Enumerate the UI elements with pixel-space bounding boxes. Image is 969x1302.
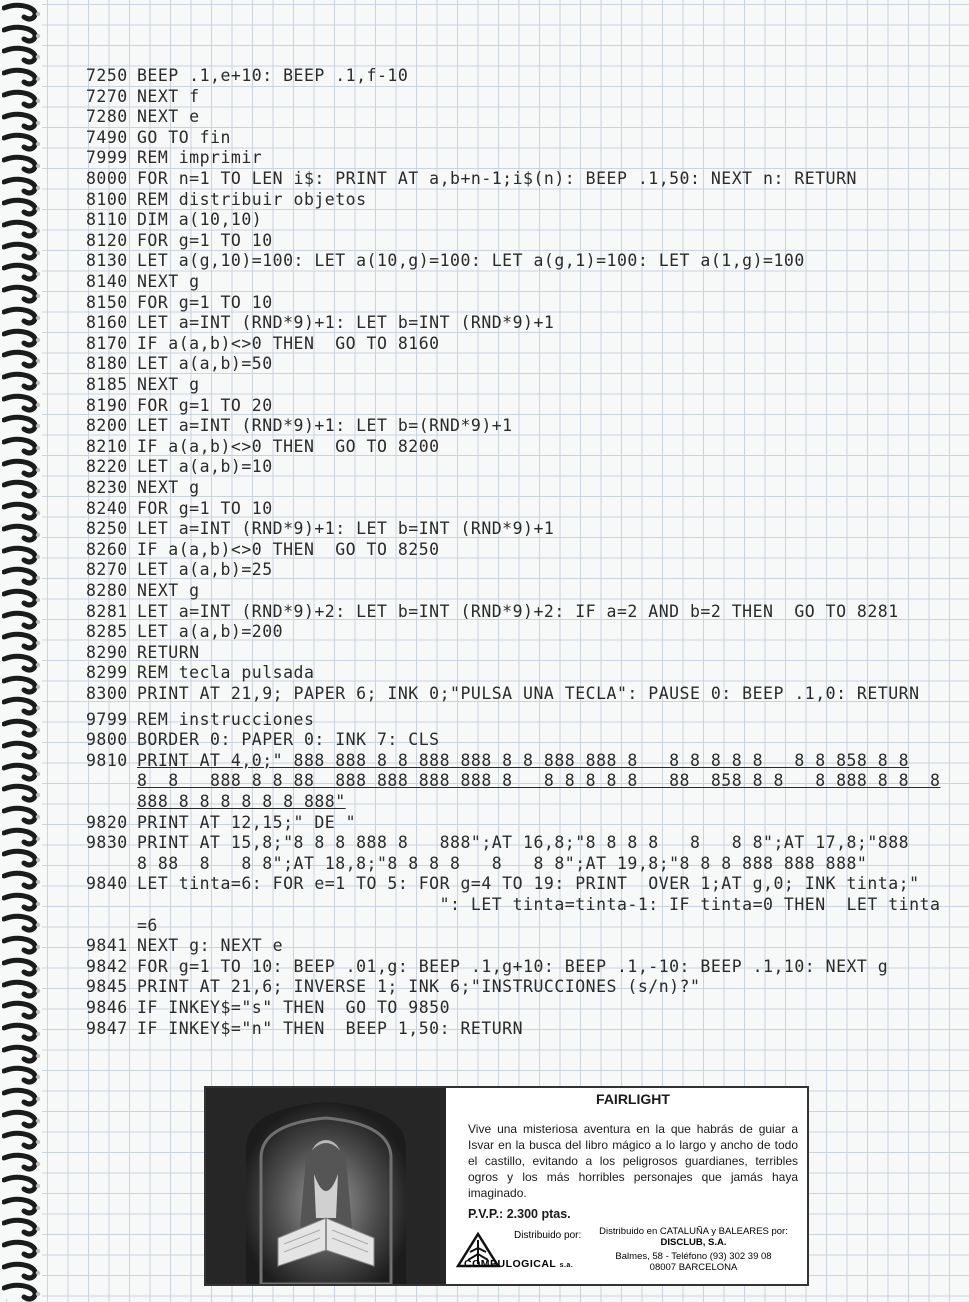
line-code: REM instrucciones: [137, 709, 315, 729]
spiral-coil: [2, 848, 42, 868]
code-line: [86, 936, 283, 956]
code-line: [86, 730, 440, 750]
code-line: [86, 148, 262, 168]
spiral-coil: [2, 371, 42, 391]
code-line: [86, 957, 888, 977]
spiral-coil: [2, 349, 42, 369]
line-code: IF INKEY$="s" THEN GO TO 9850: [137, 998, 451, 1017]
code-line: [86, 87, 200, 107]
line-number: 9800: [86, 730, 128, 750]
spiral-coil: [2, 501, 42, 521]
code-line: [86, 792, 346, 812]
spiral-coil: [2, 197, 42, 217]
spiral-coil: [2, 436, 42, 456]
spiral-coil: [2, 1000, 42, 1020]
spiral-coil: [2, 892, 42, 912]
distributor-address: Balmes, 58 - Teléfono (93) 302 39 08: [615, 1251, 772, 1262]
line-code: REM distribuir objetos: [137, 189, 367, 209]
line-code: FOR n=1 TO LEN i$: PRINT AT a,b+n-1;i$(n): BEEP .1,50: NEXT n: RETURN: [137, 169, 857, 188]
code-line: [86, 416, 513, 436]
line-number: 9840: [86, 874, 128, 894]
code-line: [86, 293, 273, 313]
code-line: [86, 684, 920, 704]
fairlight-advertisement: [204, 1086, 809, 1286]
line-code: PRINT AT 21,6; INVERSE 1; INK 6;"INSTRUCCIONES (s/n)?": [137, 977, 701, 997]
code-line: [86, 375, 200, 395]
line-code: PRINT AT 12,15;" DE ": [137, 812, 357, 832]
code-line: [86, 334, 440, 354]
line-number: 8220: [86, 457, 128, 477]
code-line: [86, 437, 440, 457]
code-line: [86, 977, 700, 997]
line-number: 8281: [86, 601, 128, 621]
line-number: 8300: [86, 684, 128, 703]
line-code: GO TO fin: [137, 127, 231, 147]
spiral-coil: [2, 1174, 42, 1194]
line-code: NEXT g: NEXT e: [137, 936, 284, 956]
code-line: [86, 813, 356, 833]
ad-price: P.V.P.: 2.300 ptas.: [468, 1207, 571, 1221]
line-number: 8230: [86, 478, 128, 497]
spiral-coil: [2, 393, 42, 413]
line-code: 8 88 8 8 8";AT 18,8;"8 8 8 8 8 8 8";AT 19,8;"8 8 8 888 888 888": [137, 853, 868, 873]
spiral-coil: [2, 1152, 42, 1172]
line-code: 8 8 888 8 8 88 888 888 888 888 8 8 8 8 8 8 88 858 8 8 8 888 8 8 8: [137, 771, 941, 791]
spiral-coil: [2, 696, 42, 716]
line-code: NEXT g: [137, 272, 200, 291]
line-number: 8110: [86, 210, 128, 230]
spiral-coil: [2, 241, 42, 261]
line-code: NEXT g: [137, 375, 200, 394]
wizard-reading-book-illustration: [206, 1088, 446, 1284]
line-code: REM imprimir: [137, 148, 263, 168]
spiral-coil: [2, 262, 42, 282]
line-number: 8200: [86, 416, 128, 436]
code-line: [86, 190, 367, 210]
spiral-coil: [2, 1065, 42, 1085]
line-code: IF a(a,b)<>0 THEN GO TO 8160: [137, 333, 440, 353]
code-line: [86, 457, 273, 477]
code-line: [86, 66, 408, 86]
distributor-name: DISCLUB, S.A.: [660, 1237, 727, 1248]
line-code: PRINT AT 21,9; PAPER 6; INK 0;"PULSA UNA TECLA": PAUSE 0: BEEP .1,0: RETURN: [137, 684, 920, 703]
line-code: IF a(a,b)<>0 THEN GO TO 8200: [137, 436, 440, 456]
line-number: 8130: [86, 251, 128, 271]
code-line: [86, 895, 940, 915]
spiral-coil: [2, 1022, 42, 1042]
code-line: [86, 128, 231, 148]
ad-distribution: [454, 1218, 804, 1280]
line-code: NEXT e: [137, 107, 200, 127]
line-code: LET a=INT (RND*9)+2: LET b=INT (RND*9)+2: IF a=2 AND b=2 THEN GO TO 8281: [137, 601, 899, 621]
line-code: LET a=INT (RND*9)+1: LET b=INT (RND*9)+1: [137, 519, 555, 539]
code-line: [86, 354, 273, 374]
line-number: 8299: [86, 663, 128, 683]
spiral-coil: [2, 1044, 42, 1064]
line-number: 7250: [86, 66, 128, 85]
line-code: PRINT AT 4,0;" 888 888 8 8 888 888 8 8 888 888 8 8 8 8 8 8 8 8 858 8 8: [137, 750, 910, 770]
line-code: LET a(a,b)=200: [137, 622, 284, 642]
spiral-coil: [2, 1239, 42, 1259]
spiral-coil: [2, 653, 42, 673]
line-number: 7270: [86, 86, 128, 106]
spiral-coil: [2, 219, 42, 239]
code-line: [86, 272, 200, 292]
code-line: [86, 396, 273, 416]
spiral-coil: [2, 740, 42, 760]
line-code: REM tecla pulsada: [137, 663, 315, 683]
spiral-coil: [2, 588, 42, 608]
code-line: [86, 540, 440, 560]
spiral-coil: [2, 631, 42, 651]
line-code: NEXT g: [137, 478, 200, 497]
line-code: LET a=INT (RND*9)+1: LET b=(RND*9)+1: [137, 416, 513, 436]
code-line: [86, 107, 200, 127]
line-code: PRINT AT 15,8;"8 8 8 888 8 888";AT 16,8;"8 8 8 8 8 8 8";AT 17,8;"888: [137, 833, 910, 853]
line-number: 8250: [86, 519, 128, 539]
spiral-coil: [2, 111, 42, 131]
spiral-coil: [2, 827, 42, 847]
code-line: [86, 251, 805, 271]
line-number: 7490: [86, 127, 128, 147]
line-number: 7280: [86, 107, 128, 127]
compulogical-brand: COMPULOGICAL: [464, 1258, 557, 1270]
line-code: NEXT f: [137, 86, 200, 106]
code-line: [86, 710, 314, 730]
spiral-coil: [2, 1282, 42, 1302]
line-number: 8285: [86, 622, 128, 642]
line-number: 8000: [86, 169, 128, 188]
line-number: 8140: [86, 272, 128, 291]
code-line: [86, 1019, 523, 1039]
distributor-city: 08007 BARCELONA: [649, 1262, 738, 1273]
spiral-coil: [2, 132, 42, 152]
code-line: [86, 231, 273, 251]
code-line: [86, 643, 200, 663]
line-number: 9799: [86, 709, 128, 729]
line-number: 8290: [86, 642, 128, 662]
spiral-coil: [2, 935, 42, 955]
line-number: 8210: [86, 436, 128, 456]
spiral-coil: [2, 566, 42, 586]
spiral-coil: [2, 545, 42, 565]
line-code: DIM a(10,10): [137, 210, 263, 230]
spiral-coil: [2, 154, 42, 174]
line-code: LET a=INT (RND*9)+1: LET b=INT (RND*9)+1: [137, 313, 555, 333]
line-code: LET tinta=6: FOR e=1 TO 5: FOR g=4 TO 19: PRINT OVER 1;AT g,0; INK tinta;": [137, 874, 920, 894]
code-line: [86, 771, 940, 791]
spiral-coil: [2, 610, 42, 630]
spiral-coil: [2, 1217, 42, 1237]
line-number: 9847: [86, 1018, 128, 1038]
line-number: 8100: [86, 189, 128, 209]
line-code: FOR g=1 TO 20: [137, 395, 273, 415]
code-line: [86, 478, 200, 498]
line-number: 8160: [86, 313, 128, 333]
code-line: [86, 519, 554, 539]
spiral-coil: [2, 67, 42, 87]
spiral-coil: [2, 675, 42, 695]
ad-title: FAIRLIGHT: [596, 1091, 670, 1107]
spiral-binding: [0, 0, 42, 1299]
line-number: 9841: [86, 936, 128, 956]
line-number: 8270: [86, 560, 128, 580]
code-line: [86, 874, 920, 894]
code-line: [86, 581, 200, 601]
line-code: FOR g=1 TO 10: BEEP .01,g: BEEP .1,g+10: BEEP .1,-10: BEEP .1,10: NEXT g: [137, 956, 889, 976]
code-line: [86, 663, 314, 683]
line-code: NEXT g: [137, 581, 200, 600]
spiral-coil: [2, 328, 42, 348]
spiral-coil: [2, 89, 42, 109]
code-line: [86, 833, 909, 853]
line-code: LET a(a,b)=50: [137, 354, 273, 374]
line-code: LET a(g,10)=100: LET a(10,g)=100: LET a(g,1)=100: LET a(1,g)=100: [137, 251, 805, 271]
code-line: [86, 499, 273, 519]
line-number: 8240: [86, 498, 128, 518]
code-line: [86, 210, 262, 230]
code-line: [86, 916, 158, 936]
line-number: 9842: [86, 956, 128, 976]
line-number: 8280: [86, 581, 128, 600]
spiral-coil: [2, 2, 42, 22]
line-number: 9846: [86, 998, 128, 1017]
spiral-coil: [2, 979, 42, 999]
line-code: 888 8 8 8 8 8 8 888": [137, 792, 346, 811]
spiral-coil: [2, 306, 42, 326]
line-code: IF a(a,b)<>0 THEN GO TO 8250: [137, 539, 440, 559]
line-number: 8150: [86, 292, 128, 312]
line-code: LET a(a,b)=10: [137, 457, 273, 477]
line-code: RETURN: [137, 642, 200, 662]
code-line: [86, 998, 450, 1018]
line-number: 8260: [86, 539, 128, 559]
distributed-by-label: Distribuido por:: [514, 1230, 582, 1241]
line-number: 8120: [86, 230, 128, 250]
spiral-coil: [2, 458, 42, 478]
line-number: 9810: [86, 750, 128, 770]
spiral-coil: [2, 1196, 42, 1216]
code-line: [86, 169, 857, 189]
line-number: 8170: [86, 333, 128, 353]
line-code: ": LET tinta=tinta-1: IF tinta=0 THEN LET tinta: [137, 895, 941, 914]
line-code: IF INKEY$="n" THEN BEEP 1,50: RETURN: [137, 1018, 524, 1038]
spiral-coil: [2, 284, 42, 304]
spiral-coil: [2, 176, 42, 196]
compulogical-brand-suffix: s.a.: [559, 1262, 574, 1269]
distribution-region: Distribuido en CATALUÑA y BALEARES por:: [599, 1226, 788, 1237]
spiral-coil: [2, 414, 42, 434]
spiral-coil: [2, 523, 42, 543]
code-line: [86, 602, 899, 622]
code-line: [86, 560, 273, 580]
line-code: FOR g=1 TO 10: [137, 292, 273, 312]
code-line: [86, 854, 867, 874]
spiral-coil: [2, 957, 42, 977]
spiral-coil: [2, 870, 42, 890]
spiral-coil: [2, 1130, 42, 1150]
spiral-coil: [2, 1109, 42, 1129]
spiral-coil: [2, 783, 42, 803]
spiral-coil: [2, 479, 42, 499]
code-line: [86, 622, 283, 642]
code-line: [86, 751, 909, 771]
ad-description: Vive una misteriosa aventura en la que habrás de guiar a Isvar en la busca del libro mágico a lo largo y ancho de todo el castillo, evitando a los peligrosos guardianes, terribles ogros y los más horribles personajes que jamás haya imaginado.: [468, 1122, 798, 1200]
line-code: BEEP .1,e+10: BEEP .1,f-10: [137, 66, 409, 85]
line-number: 8190: [86, 395, 128, 415]
spiral-coil: [2, 913, 42, 933]
line-code: =6: [137, 915, 158, 935]
spiral-coil: [2, 1087, 42, 1107]
line-code: BORDER 0: PAPER 0: INK 7: CLS: [137, 730, 440, 750]
spiral-coil: [2, 762, 42, 782]
line-number: 9820: [86, 812, 128, 832]
line-number: 7999: [86, 148, 128, 168]
line-number: 8185: [86, 375, 128, 394]
line-code: LET a(a,b)=25: [137, 560, 273, 580]
line-code: FOR g=1 TO 10: [137, 498, 273, 518]
code-line: [86, 313, 554, 333]
line-number: 9845: [86, 977, 128, 997]
spiral-coil: [2, 1261, 42, 1281]
spiral-coil: [2, 24, 42, 44]
spiral-coil: [2, 805, 42, 825]
line-number: 8180: [86, 354, 128, 374]
line-number: 9830: [86, 833, 128, 853]
spiral-coil: [2, 45, 42, 65]
line-code: FOR g=1 TO 10: [137, 230, 273, 250]
spiral-coil: [2, 718, 42, 738]
